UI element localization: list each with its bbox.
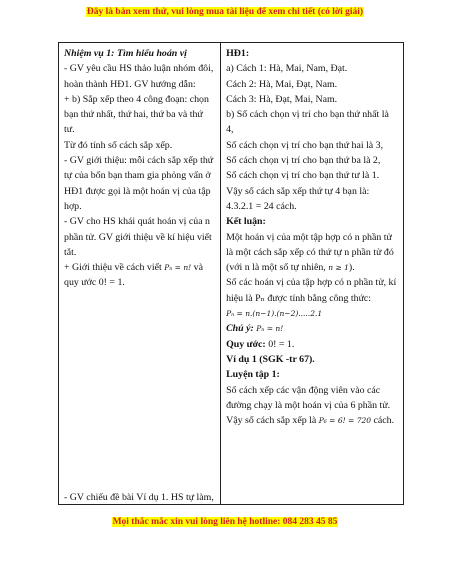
conclusion-text (226, 230, 399, 261)
teacher-activity-column (59, 43, 221, 504)
instruction-line: - GV yêu cầu HS thảo luận nhóm đôi, (64, 63, 214, 75)
hotline-banner (0, 517, 450, 527)
answer-line: Vậy số cách sắp xếp thứ tự 4 bạn là: (226, 185, 370, 197)
answer-line: Cách 2: Hà, Mai, Đạt, Nam. (226, 78, 338, 90)
answer-line: Cách 3: Hà, Đạt, Mai, Nam. (226, 93, 338, 105)
practice-title: Luyện tập 1: (226, 369, 280, 381)
instruction-line: hợp. (64, 200, 82, 212)
instruction-line: tắt. (64, 246, 77, 258)
teacher-instructions (64, 61, 216, 260)
instruction-line: bạn thứ nhất, thứ hai, thứ ba và thứ (64, 109, 203, 121)
conclusion-title: Kết luận: (226, 216, 266, 228)
answer-line: Số cách chọn vị trí cho bạn thứ hai là 3, (226, 139, 384, 151)
instruction-line: HĐ1 được gọi là một hoán vị của tập (64, 185, 211, 197)
lesson-table (58, 42, 404, 505)
instruction-line: + b) Sắp xếp theo 4 công đoạn: chọn (64, 93, 209, 105)
hd1-part-b (226, 107, 399, 214)
hotline-banner-text: Mọi thắc mắc xin vui lòng liên hệ hotline: 084 283 45 85 (112, 517, 338, 527)
practice-line: Số cách xếp các vận động viên vào các (226, 384, 381, 396)
answer-line: b) Số cách chọn vị trí cho bạn thứ nhất là (226, 109, 389, 121)
convention-line: quy ước 0! = 1. (64, 277, 125, 289)
instruction-line: - GV cho HS khái quát hoán vị của n (64, 216, 210, 228)
permutation-count-text (226, 275, 399, 306)
note-formula: Pₙ = n! (256, 324, 284, 334)
task-title: Nhiệm vụ 1: Tìm hiểu hoán vị (64, 48, 187, 59)
answer-line: Số cách chọn vị trí cho bạn thứ tư là 1. (226, 170, 380, 182)
preview-banner (0, 7, 450, 17)
instruction-line: tư. (64, 124, 75, 136)
answer-line: Số cách chọn vị trí cho bạn thứ ba là 2, (226, 155, 381, 167)
answer-formula: P₆ = 6! = 720 (318, 416, 372, 426)
convention-rule: Quy ước: 0! = 1. (226, 338, 295, 350)
answer-line: 4, (226, 124, 234, 136)
condition-line: (với n là một số tự nhiên, n ≥ 1). (226, 262, 355, 274)
conclusion-line: Một hoán vị của một tập hợp có n phần tử (226, 231, 392, 243)
hd1-title: HĐ1: (226, 48, 250, 59)
practice-line: đường chạy là một hoán vị của 6 phần tử. (226, 399, 391, 411)
count-line: hiệu là Pₙ được tính bằng công thức: (226, 292, 372, 304)
hd1-part-a (226, 61, 399, 107)
preview-banner-text: Đây là bản xem thử, vui lòng mua tài liệu để xem chi tiết (có lời giải) (86, 7, 364, 17)
example-instruction: - GV chiếu đề bài Ví dụ 1. HS tự làm, (64, 492, 214, 503)
answer-line: 4.3.2.1 = 24 cách. (226, 200, 297, 212)
count-formula-line (226, 306, 399, 321)
factorial-formula: Pₙ = n! (164, 263, 192, 273)
condition-formula: n ≥ 1 (328, 263, 349, 273)
permutation-formula: Pₙ = n.(n−1).(n−2).....2.1 (226, 309, 323, 319)
conclusion-line: là một cách sắp xếp có thứ tự n phần tử đó (226, 246, 394, 258)
instruction-line: phần tử. GV giới thiệu về kí hiệu viết (64, 231, 212, 243)
practice-text (226, 383, 399, 414)
example-title: Ví dụ 1 (SGK -tr 67). (226, 353, 315, 365)
instruction-line: Từ đó tính số cách sắp xếp. (64, 139, 173, 151)
practice-answer: Vậy số cách sắp xếp là P₆ = 6! = 720 cách. (226, 415, 395, 427)
count-line: Số các hoán vị của tập hợp có n phần tử, kí (226, 277, 397, 289)
answer-line: a) Cách 1: Hà, Mai, Nam, Đạt. (226, 63, 348, 75)
note-line: Chú ý: Pₙ = n! (226, 323, 284, 335)
instruction-line: tự của bốn bạn tham gia phỏng vấn ở (64, 170, 211, 182)
notation-intro: + Giới thiệu về cách viết Pₙ = n! và (64, 262, 203, 274)
student-product-column (221, 43, 403, 504)
instruction-line: - GV giới thiệu: mỗi cách sắp xếp thứ (64, 155, 214, 167)
instruction-line: hoàn thành HĐ1. GV hướng dẫn: (64, 78, 196, 90)
